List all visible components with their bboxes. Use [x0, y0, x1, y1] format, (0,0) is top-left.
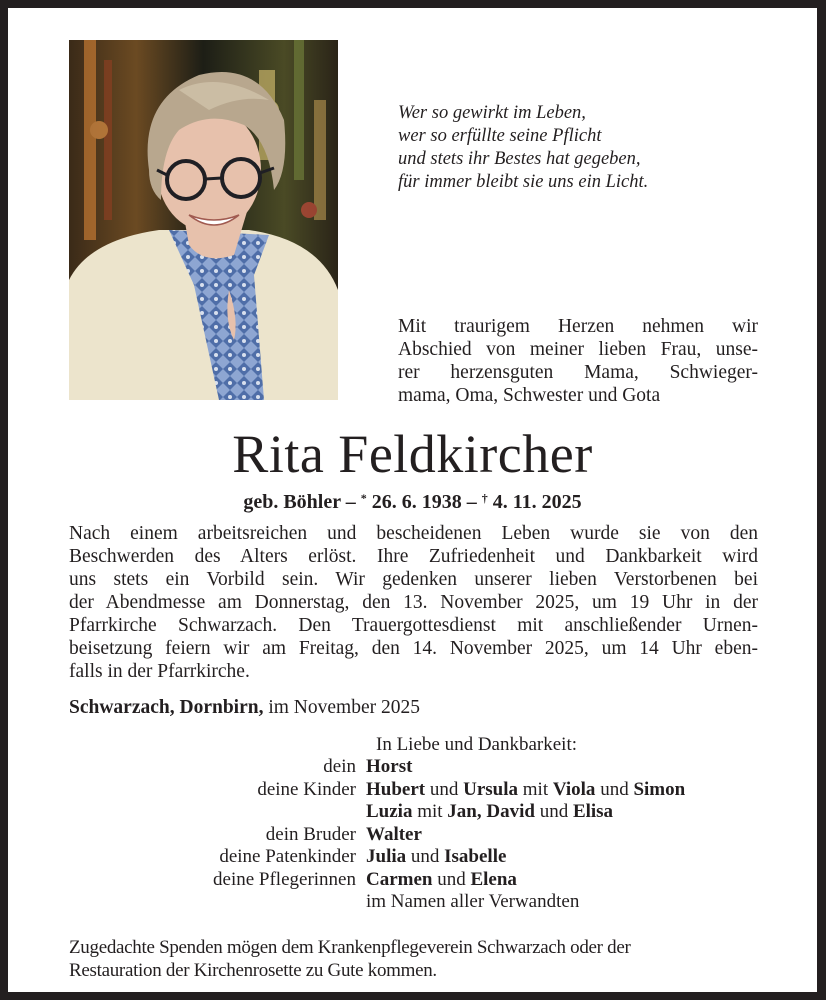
mourner-relation: deine Kinder — [257, 778, 356, 800]
body-line: Nach einem arbeitsreichen und bescheidenen Leben wurde sie von den — [69, 523, 758, 544]
birth-star-icon: * — [360, 491, 367, 505]
mourner-relation: dein Bruder — [265, 823, 356, 845]
body-line: Beschwerden des Alters erlöst. Ihre Zufriedenheit und Dankbarkeit wird — [69, 546, 758, 567]
life-dates — [8, 486, 817, 514]
intro-line: mama, Oma, Schwester und Gota — [398, 385, 661, 406]
mourner-names — [366, 824, 422, 847]
mourner-relation: deine Patenkinder — [219, 846, 356, 867]
mourner-name: Luzia — [366, 801, 413, 822]
mourner-row — [8, 869, 817, 892]
deceased-name: Rita Feldkircher — [232, 424, 593, 484]
mourner-relation — [8, 891, 366, 914]
poem-line: Wer so gewirkt im Leben, — [398, 103, 586, 123]
mourner-name: Ursula — [463, 778, 519, 800]
mourner-name: Walter — [366, 823, 422, 845]
mourner-names — [366, 779, 685, 802]
death-cross-icon: † — [481, 491, 488, 505]
mourner-name: Viola — [552, 778, 596, 800]
birth-date: 26. 6. 1938 — [371, 491, 462, 513]
mourner-names — [366, 801, 613, 824]
mourner-name: Jan, David — [447, 801, 535, 822]
obituary-page — [8, 8, 817, 992]
mourner-name: Julia — [366, 846, 407, 867]
poem-line: wer so erfüllte seine Pflicht — [398, 126, 602, 146]
connector-text: und — [406, 846, 445, 867]
donation-line: Zugedachte Spenden mögen dem Krankenpflegeverein Schwarzach oder der — [69, 937, 631, 958]
body-line: falls in der Pfarrkirche. — [69, 661, 250, 682]
place-date: im November 2025 — [268, 697, 420, 718]
connector-text: und — [432, 868, 471, 890]
mourner-name: Hubert — [366, 778, 426, 800]
separator: – — [345, 491, 356, 513]
donation-line: Restauration der Kirchenrosette zu Gute kommen. — [69, 960, 437, 981]
mourner-row — [8, 756, 817, 779]
mourner-relation — [8, 801, 366, 824]
mourner-names — [366, 756, 412, 779]
poem-line: für immer bleibt sie uns ein Licht. — [398, 172, 649, 192]
mourner-relation: dein — [323, 756, 356, 777]
intro-line: Mit traurigem Herzen nehmen wir — [398, 316, 758, 337]
portrait-image — [69, 40, 338, 400]
place-names: Schwarzach, Dornbirn, — [69, 697, 264, 718]
place-and-date — [69, 696, 420, 719]
connector-text: im Namen aller Verwandten — [366, 891, 580, 912]
mourner-names — [366, 869, 517, 892]
memorial-poem — [398, 102, 718, 194]
connector-text: und — [534, 801, 573, 822]
mourner-row — [8, 801, 817, 824]
mourner-row — [8, 824, 817, 847]
mourners-heading: In Liebe und Dankbarkeit: — [376, 734, 578, 755]
body-line: Pfarrkirche Schwarzach. Den Trauergottesdienst mit anschließender Urnen- — [69, 615, 758, 636]
body-line: der Abendmesse am Donnerstag, den 13. November 2025, um 19 Uhr in der — [69, 592, 758, 613]
body-line: uns stets ein Vorbild sein. Wir gedenken unserer lieben Verstorbenen bei — [69, 569, 758, 590]
mourners-list — [8, 756, 817, 914]
mourner-row — [8, 846, 817, 869]
mourner-row — [8, 779, 817, 802]
mourner-name: Isabelle — [444, 846, 507, 867]
mourner-name: Horst — [366, 756, 413, 777]
poem-line: und stets ihr Bestes hat gegeben, — [398, 149, 641, 169]
mourner-relation: deine Pflegerinnen — [213, 868, 356, 890]
body-line: beisetzung feiern wir am Freitag, den 14. November 2025, um 14 Uhr eben- — [69, 638, 758, 659]
mourner-names — [366, 846, 506, 869]
mourner-name: Elena — [470, 868, 517, 890]
mourner-name: Carmen — [366, 868, 433, 890]
obituary-text — [69, 522, 758, 683]
portrait-photo — [69, 40, 338, 400]
donation-note — [69, 936, 769, 982]
death-date: 4. 11. 2025 — [492, 491, 582, 513]
connector-text: und — [425, 778, 464, 800]
intro-paragraph — [398, 315, 758, 407]
connector-text: mit — [518, 778, 553, 800]
separator: – — [466, 491, 477, 513]
connector-text: mit — [412, 801, 448, 822]
mourner-row — [8, 891, 817, 914]
mourner-names — [366, 891, 579, 914]
intro-line: rer herzensguten Mama, Schwieger- — [398, 362, 758, 383]
intro-line: Abschied von meiner lieben Frau, unse- — [398, 339, 758, 360]
maiden-name: geb. Böhler — [243, 491, 341, 513]
mourner-name: Elisa — [572, 801, 614, 822]
mourner-name: Simon — [633, 778, 686, 800]
connector-text: und — [595, 778, 634, 800]
